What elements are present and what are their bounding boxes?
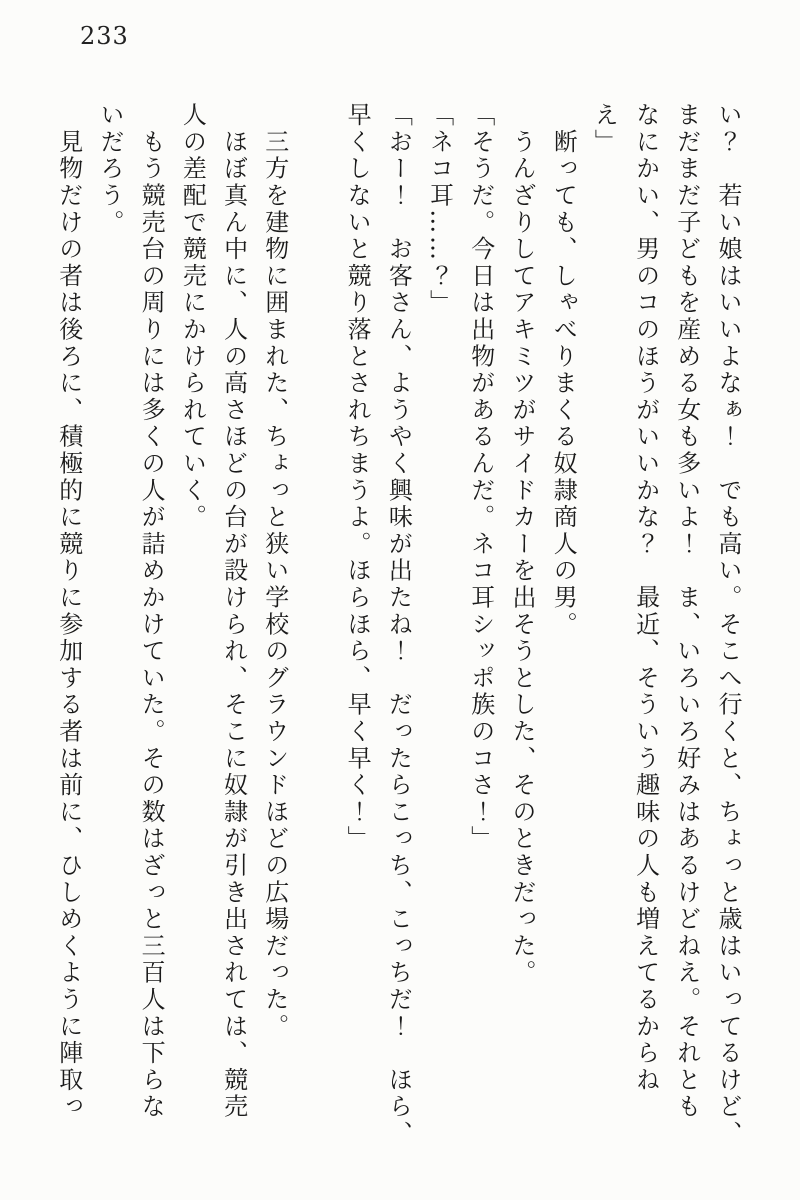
section-break <box>295 102 336 1158</box>
text-line: い？ 若い娘はいいよなぁ！ でも高い。そこへ行くと、ちょっと歳はいってるけど、 <box>714 102 742 1148</box>
text-line: 見物だけの者は後ろに、積極的に競りに参加する者は前に、ひしめくように陣取っ <box>54 102 83 1121</box>
text-line: 早くしないと競り落とされちまうよ。ほらほら、早く早く！」 <box>343 102 372 853</box>
page-number: 233 <box>80 22 129 50</box>
text-line: 断っても、しゃべりまくる奴隷商人の男。 <box>549 102 578 638</box>
text-line: うんざりしてアキミツがサイドカーを出そうとした、そのときだった。 <box>507 102 536 987</box>
text-line: ほぼ真ん中に、人の高さほどの台が設けられ、そこに奴隷が引き出されては、競売 <box>219 102 248 1121</box>
text-line: 「ネコ耳……？」 <box>425 102 454 317</box>
text-line: 「そうだ。今日は出物があるんだ。ネコ耳シッポ族のコさ！」 <box>466 102 495 853</box>
text-line: 「おー！ お客さん、ようやく興味が出たね！ だったらこっち、こっちだ！ ほら、 <box>384 102 413 1148</box>
text-line: いだろう。 <box>95 102 124 236</box>
page-text <box>48 102 748 1158</box>
text-line: なにかい、男のコのほうがいいかな？ 最近、そういう趣味の人も増えてるからね <box>631 102 660 1094</box>
text-line: え」 <box>590 102 619 156</box>
text-line: まだまだ子どもを産める女も多いよ！ ま、いろいろ好みはあるけどねえ。それとも <box>672 102 701 1121</box>
text-line: 三方を建物に囲まれた、ちょっと狭い学校のグラウンドほどの広場だった。 <box>260 102 289 1040</box>
text-line: 人の差配で競売にかけられていく。 <box>178 102 207 531</box>
text-line: もう競売台の周りには多くの人が詰めかけていた。その数はざっと三百人は下らな <box>137 102 166 1121</box>
